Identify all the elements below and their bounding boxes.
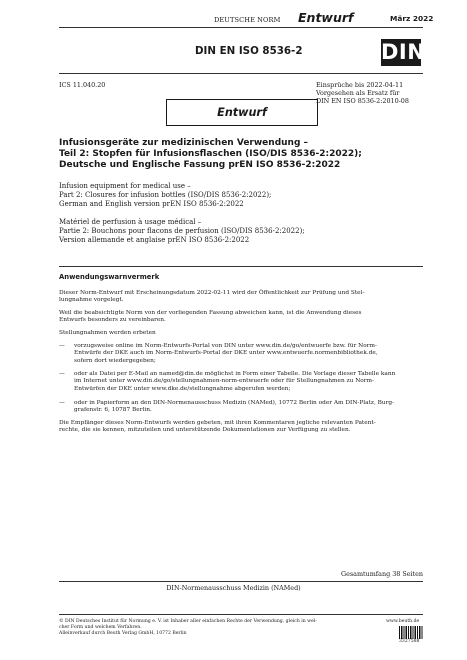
footer-line: © DIN Deutsches Institut für Normung e. V. ist Inhaber aller einfachen Rechte der Verwendung, gleich in wel- xyxy=(59,619,317,624)
warning-line: Entwurfs besonders zu vereinbaren. xyxy=(59,317,166,324)
footer-line: cher Form und welchem Verfahren. xyxy=(59,624,142,630)
footer-rule xyxy=(59,614,423,615)
warning-paragraph-2 xyxy=(59,310,423,325)
objections-line: Vorgesehen als Ersatz für xyxy=(316,89,400,98)
warning-line: rechte, die sie kennen, mitzuteilen und unterstützende Dokumentationen zur Verfügung zu stellen. xyxy=(59,427,351,434)
header-status: Entwurf xyxy=(298,10,354,25)
title-german xyxy=(59,138,431,172)
bullet-line: sofern dort wiedergegeben; xyxy=(74,357,156,364)
bullet-line: oder als Datei per E-Mail an named@din.de möglichst in Form einer Tabelle. Die Vorlage dieser Tabelle kann xyxy=(74,371,396,377)
title-english-line: Part 2: Closures for infusion bottles (ISO/DIS 8536-2:2022); xyxy=(59,190,272,199)
title-french-line: Partie 2: Bouchons pour flacons de perfusion (ISO/DIS 8536-2:2022); xyxy=(59,226,305,235)
warning-line: lungnahme vorgelegt. xyxy=(59,297,124,304)
bullet-line: vorzugsweise online im Norm-Entwurfs-Portal von DIN unter www.din.de/go/entwuerfe bzw. für Norm- xyxy=(74,343,377,349)
document-number: 3327588 xyxy=(399,639,420,644)
objections-block xyxy=(316,81,409,106)
din-logo: DIN xyxy=(381,40,426,64)
header-date: März 2022 xyxy=(390,14,434,23)
bullet-line: grafenstr. 6, 10787 Berlin. xyxy=(74,407,152,414)
warning-paragraph-1 xyxy=(59,290,423,305)
warning-heading: Anwendungswarnvermerk xyxy=(59,273,160,281)
title-english-line: German and English version prEN ISO 8536-2:2022 xyxy=(59,199,244,208)
header-series: DEUTSCHE NORM xyxy=(214,16,281,24)
bottom-rule xyxy=(59,581,423,582)
warning-paragraph-3: Stellungnahmen werden erbeten xyxy=(59,330,156,336)
title-english xyxy=(59,182,431,208)
title-french xyxy=(59,218,431,244)
header-rule-bottom xyxy=(59,73,423,74)
footer-line: Alleinverkauf durch Beuth Verlag GmbH, 10772 Berlin xyxy=(59,630,187,636)
bullet-line: Entwürfen der DKE unter www.dke.de/stellungnahme abgerufen werden; xyxy=(74,385,291,392)
bullet-dash: — xyxy=(59,371,65,377)
bullet-line: im Internet unter www.din.de/go/stellungnahmen-norm-entwuerfe oder für Stellungnahmen zu Norm- xyxy=(74,378,374,385)
draft-label-box: Entwurf xyxy=(166,99,318,126)
warning-paragraph-4 xyxy=(59,420,423,435)
bullet-item-email xyxy=(74,371,423,393)
bullet-dash: — xyxy=(59,343,65,349)
title-french-line: Matériel de perfusion à usage médical – xyxy=(59,218,202,226)
warning-line: Weil die beabsichtigte Norm von der vorliegenden Fassung abweichen kann, ist die Anwendung dieses xyxy=(59,310,362,316)
warning-line: Die Empfänger dieses Norm-Entwurfs werden gebeten, mit ihren Kommentaren jegliche relevanten Patent- xyxy=(59,420,376,426)
section-rule-top xyxy=(59,266,423,267)
standard-number: DIN EN ISO 8536-2 xyxy=(195,45,303,57)
header-rule-top xyxy=(59,27,423,28)
committee-name: DIN-Normenausschuss Medizin (NAMed) xyxy=(166,584,301,592)
title-german-line: Deutsche und Englische Fassung prEN ISO 8536-2:2022 xyxy=(59,160,341,171)
title-english-line: Infusion equipment for medical use – xyxy=(59,182,191,190)
objections-line: Einsprüche bis 2022-04-11 xyxy=(316,81,404,89)
footer-website[interactable]: www.beuth.de xyxy=(386,619,420,624)
bullet-dash: — xyxy=(59,400,65,406)
warning-line: Dieser Norm-Entwurf mit Erscheinungsdatum 2022-02-11 wird der Öffentlichkeit zur Prüfung und Stel- xyxy=(59,290,365,296)
objections-line: DIN EN ISO 8536-2:2010-08 xyxy=(316,97,409,106)
barcode-icon xyxy=(399,626,423,639)
footer-copyright xyxy=(59,619,359,636)
bullet-item-online xyxy=(74,343,423,365)
total-pages: Gesamtumfang 38 Seiten xyxy=(341,570,424,578)
ics-code: ICS 11.040.20 xyxy=(59,81,106,89)
title-french-line: Version allemande et anglaise prEN ISO 8536-2:2022 xyxy=(59,235,250,244)
bullet-line: oder in Papierform an den DIN-Normenausschuss Medizin (NAMed), 10772 Berlin oder Am DIN-Platz, Burg- xyxy=(74,400,395,406)
bullet-line: Entwürfe der DKE auch im Norm-Entwurfs-Portal der DKE unter www.entwuerfe.normenbibliothek.de, xyxy=(74,350,378,357)
bullet-item-paper xyxy=(74,400,423,415)
title-german-line: Teil 2: Stopfen für Infusionsflaschen (ISO/DIS 8536-2:2022); xyxy=(59,149,362,160)
title-german-line: Infusionsgeräte zur medizinischen Verwendung – xyxy=(59,138,309,148)
